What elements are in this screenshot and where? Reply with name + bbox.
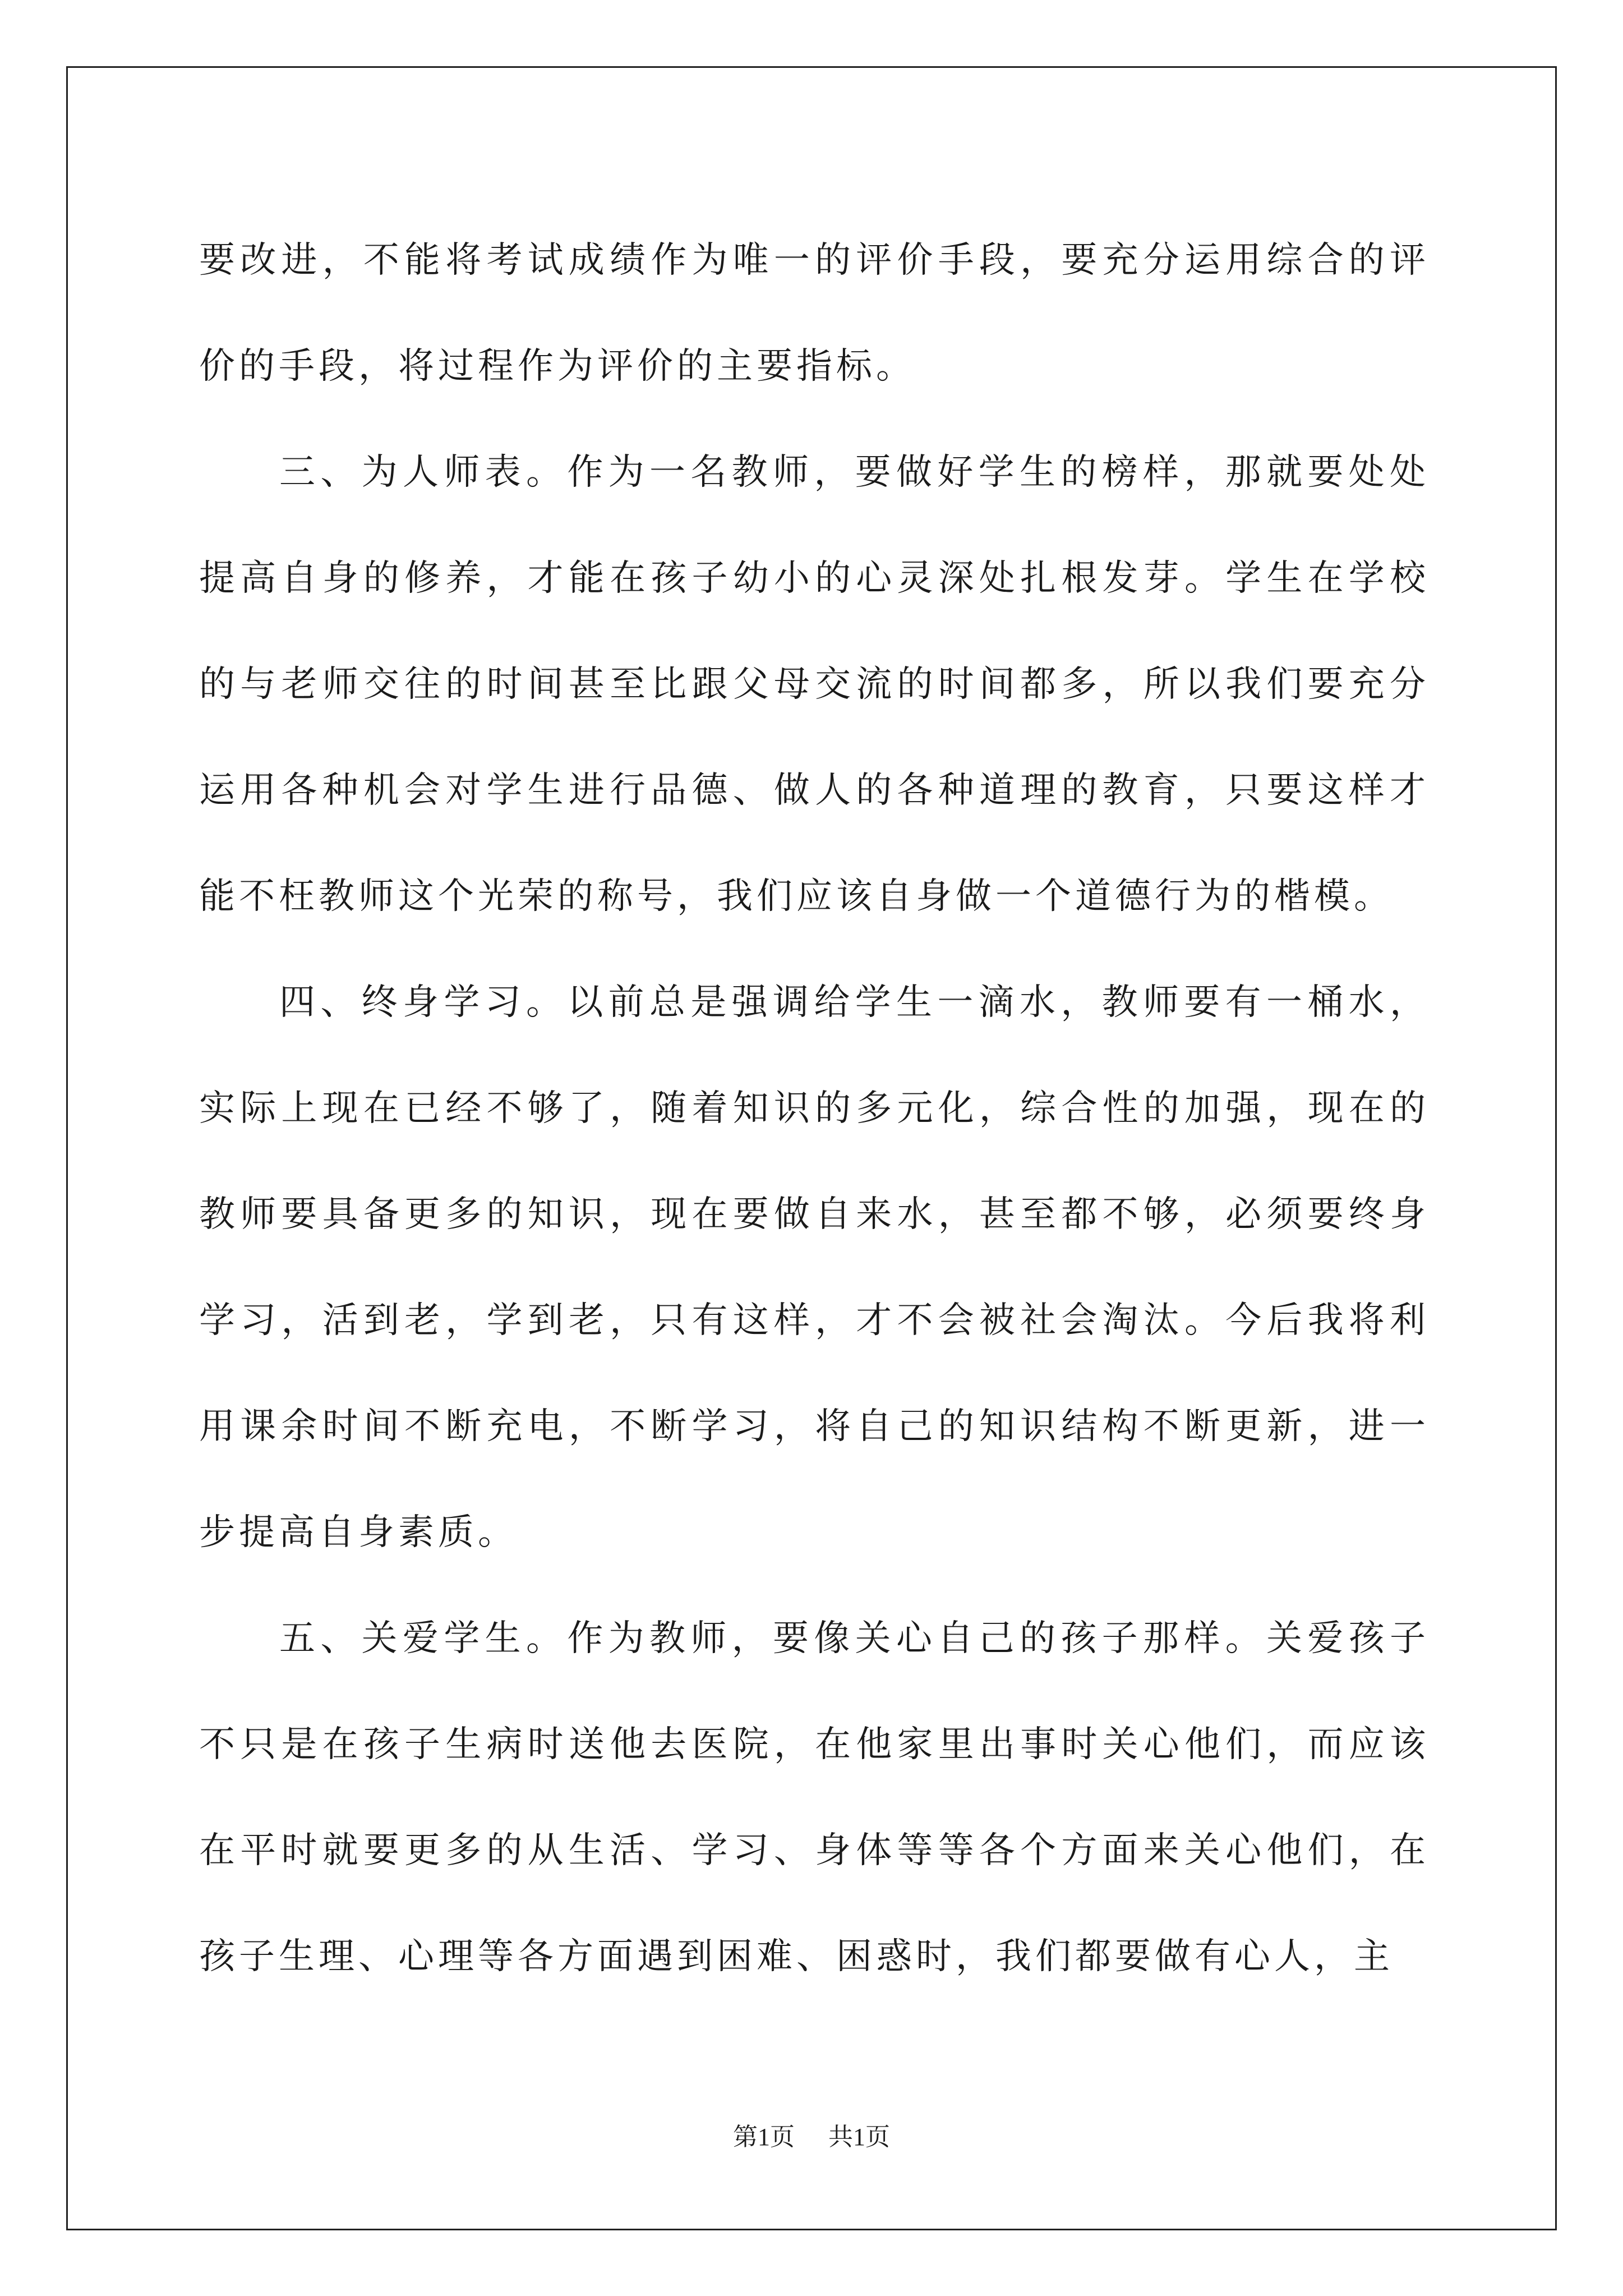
paragraph-continuation: 要改进，不能将考试成绩作为唯一的评价手段，要充分运用综合的评价的手段，将过程作为评价的主要指标。 — [199, 240, 1430, 387]
document-body — [199, 208, 1430, 2010]
paragraph-section-five: 五、关爱学生。作为教师，要像关心自己的孩子那样。关爱孩子不只是在孩子生病时送他去医院，在他家里出事时关心他们，而应该在平时就要更多的从生活、学习、身体等等各个方面来关心他们，在孩子生理、心理等各方面遇到困难、困惑时，我们都要做有心人，主 — [199, 1618, 1430, 1977]
page-number-current: 第1页 — [733, 2123, 795, 2151]
page-footer — [0, 2120, 1623, 2154]
paragraph-section-three: 三、为人师表。作为一名教师，要做好学生的榜样，那就要处处提高自身的修养，才能在孩子幼小的心灵深处扎根发芽。学生在学校的与老师交往的时间甚至比跟父母交流的时间都多，所以我们要充分运用各种机会对学生进行品德、做人的各种道理的教育，只要这样才能不枉教师这个光荣的称号，我们应该自身做一个道德行为的楷模。 — [199, 452, 1430, 917]
page-number-total: 共1页 — [828, 2123, 890, 2151]
paragraph-section-four: 四、终身学习。以前总是强调给学生一滴水，教师要有一桶水，实际上现在已经不够了，随着知识的多元化，综合性的加强，现在的教师要具备更多的知识，现在要做自来水，甚至都不够，必须要终身学习，活到老，学到老，只有这样，才不会被社会淘汰。今后我将利用课余时间不断充电，不断学习，将自己的知识结构不断更新，进一步提高自身素质。 — [199, 982, 1430, 1553]
